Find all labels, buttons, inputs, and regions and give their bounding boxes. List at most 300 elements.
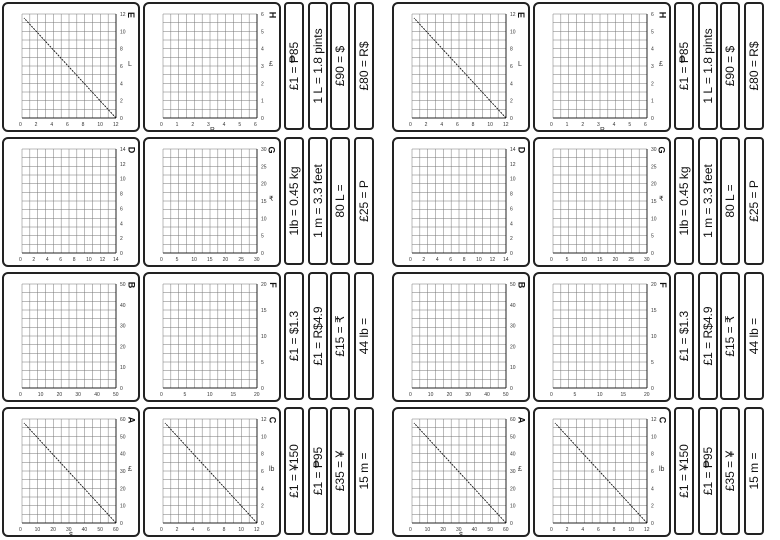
axis-tick-label: 1: [651, 98, 654, 105]
axis-label: lb: [659, 466, 665, 473]
axis-label: P: [600, 127, 605, 134]
axis-label: £: [518, 466, 522, 473]
conversion-card: [284, 272, 304, 400]
axis-tick-label: 30: [120, 323, 126, 330]
graph-a: [2, 407, 140, 537]
axis-tick-label: 3: [207, 122, 210, 128]
card-text: 44 lb =: [357, 317, 371, 355]
axis-tick-label: 0: [651, 521, 654, 527]
axis-tick-label: 6: [120, 64, 123, 70]
axis-tick-label: 25: [651, 164, 657, 171]
axis-tick-label: 0: [550, 122, 553, 128]
conversion-card: [698, 137, 718, 265]
conversion-card: [720, 137, 740, 265]
graph-c: [533, 407, 671, 537]
axis-tick-label: 0: [120, 386, 123, 392]
axis-tick-label: 14: [503, 257, 509, 263]
card-text: £15 = ₹: [723, 315, 737, 357]
axis-tick-label: 20: [50, 527, 56, 533]
conversion-card: [674, 407, 694, 535]
axis-tick-label: 2: [261, 81, 264, 88]
axis-tick-label: 50: [487, 527, 493, 533]
axis-tick-label: 6: [510, 64, 513, 70]
card-text: £25 = P: [357, 180, 371, 222]
axis-tick-label: 5: [565, 257, 569, 263]
axis-tick-label: 15: [261, 308, 267, 314]
axis-tick-label: 6: [261, 12, 264, 18]
axis-tick-label: 20: [644, 392, 650, 398]
graph-e: [392, 2, 530, 132]
axis-tick-label: 14: [113, 257, 119, 263]
axis-tick-label: 10: [510, 29, 516, 36]
card-text: 1lb = 0.45 kg: [287, 166, 301, 236]
graph-grid-f: [145, 274, 281, 402]
axis-tick-label: 0: [19, 392, 22, 398]
card-text: £1 = $1.3: [677, 310, 691, 362]
axis-tick-label: 2: [651, 503, 654, 510]
axis-tick-label: 40: [510, 302, 516, 309]
card-text: 1 L = 1.8 pints: [311, 28, 325, 104]
axis-tick-label: 12: [510, 161, 516, 168]
axis-tick-label: 40: [120, 302, 126, 309]
axis-tick-label: 2: [191, 122, 195, 128]
card-text: 15 m =: [357, 452, 371, 490]
card-text: £25 = P: [747, 180, 761, 222]
card-text: £1 = ₱85: [677, 41, 691, 91]
axis-tick-label: 6: [66, 122, 69, 128]
axis-label: £: [269, 61, 273, 68]
axis-tick-label: 5: [238, 122, 242, 128]
axis-tick-label: 6: [597, 527, 600, 533]
conversion-card: [698, 272, 718, 400]
axis-tick-label: 4: [651, 486, 654, 493]
axis-tick-label: 12: [261, 417, 267, 423]
graph-letter: F: [657, 282, 668, 288]
axis-tick-label: 0: [19, 257, 22, 263]
axis-tick-label: 0: [19, 527, 22, 533]
axis-tick-label: 10: [34, 527, 41, 533]
axis-tick-label: 10: [207, 392, 213, 398]
axis-tick-label: 2: [422, 257, 426, 263]
axis-tick-label: 40: [94, 392, 100, 398]
graph-letter: E: [515, 11, 526, 19]
graph-letter: A: [125, 416, 136, 424]
axis-tick-label: 0: [19, 122, 22, 128]
conversion-card: [308, 137, 328, 265]
axis-tick-label: 2: [34, 122, 38, 128]
axis-tick-label: 12: [510, 12, 516, 18]
axis-tick-label: 8: [120, 46, 123, 53]
graph-d: [2, 137, 140, 267]
conversion-card: [674, 2, 694, 130]
graph-grid-h: [145, 4, 281, 132]
axis-tick-label: 0: [261, 116, 264, 122]
axis-tick-label: 5: [573, 392, 577, 398]
axis-tick-label: 8: [462, 257, 466, 263]
graph-letter: D: [125, 146, 136, 154]
axis-tick-label: 50: [510, 282, 516, 288]
axis-tick-label: 4: [45, 257, 49, 263]
axis-tick-label: 0: [651, 251, 654, 257]
axis-tick-label: 10: [476, 257, 482, 263]
axis-tick-label: 15: [651, 308, 657, 314]
conversion-card: [720, 2, 740, 130]
axis-tick-label: 12: [113, 122, 119, 128]
card-text: £35 = ¥: [723, 450, 737, 492]
axis-tick-label: 6: [449, 257, 453, 263]
axis-tick-label: 25: [238, 257, 244, 263]
conversion-card: [284, 2, 304, 130]
axis-label: $: [459, 532, 463, 539]
axis-tick-label: 10: [487, 122, 493, 128]
graph-letter: H: [266, 11, 277, 19]
axis-tick-label: 30: [75, 392, 81, 398]
card-text: 1 m = 3.3 feet: [311, 164, 325, 238]
axis-tick-label: 50: [120, 434, 126, 441]
axis-tick-label: 10: [651, 434, 657, 441]
conversion-card: [744, 407, 764, 535]
axis-tick-label: 4: [50, 122, 54, 128]
graph-b: [2, 272, 140, 402]
axis-tick-label: 30: [644, 257, 650, 263]
axis-tick-label: 10: [510, 503, 516, 510]
graph-letter: B: [125, 281, 136, 289]
axis-tick-label: 10: [651, 334, 657, 340]
axis-tick-label: 4: [510, 81, 513, 88]
graph-b: [392, 272, 530, 402]
axis-tick-label: 0: [120, 116, 123, 122]
card-text: £15 = ₹: [333, 315, 347, 357]
graph-grid-h: [535, 4, 671, 132]
axis-tick-label: 40: [120, 451, 126, 458]
axis-tick-label: 50: [510, 434, 516, 441]
conversion-card: [308, 2, 328, 130]
axis-tick-label: 8: [471, 122, 475, 128]
axis-tick-label: 2: [175, 527, 179, 533]
axis-tick-label: 0: [510, 386, 513, 392]
axis-tick-label: 0: [160, 257, 163, 263]
graph-d: [392, 137, 530, 267]
axis-tick-label: 30: [120, 469, 126, 475]
graph-letter: G: [266, 146, 277, 154]
card-text: 80 L =: [333, 184, 347, 218]
graph-g: [143, 137, 281, 267]
axis-tick-label: 12: [503, 122, 509, 128]
axis-tick-label: 10: [597, 392, 603, 398]
axis-tick-label: 15: [261, 199, 267, 205]
axis-label: lb: [269, 466, 275, 473]
axis-tick-label: 6: [651, 469, 654, 475]
axis-tick-label: 8: [72, 257, 76, 263]
card-text: 44 lb =: [747, 317, 761, 355]
axis-tick-label: 2: [565, 527, 569, 533]
axis-tick-label: 4: [435, 257, 439, 263]
axis-tick-label: 20: [612, 257, 619, 263]
axis-tick-label: 30: [510, 323, 516, 330]
axis-tick-label: 10: [581, 257, 587, 263]
axis-tick-label: 0: [510, 251, 513, 257]
axis-tick-label: 10: [261, 334, 267, 340]
axis-tick-label: 2: [261, 503, 264, 510]
card-text: £1 = R$4.9: [311, 306, 325, 366]
axis-tick-label: 10: [120, 29, 126, 36]
axis-tick-label: 2: [424, 122, 428, 128]
axis-tick-label: 60: [120, 417, 126, 423]
axis-tick-label: 12: [489, 257, 496, 263]
axis-tick-label: 0: [120, 521, 123, 527]
conversion-card: [284, 137, 304, 265]
axis-tick-label: 0: [651, 116, 654, 122]
axis-tick-label: 6: [651, 12, 654, 18]
axis-tick-label: 0: [120, 251, 123, 257]
axis-tick-label: 10: [510, 365, 516, 372]
graph-grid-g: [145, 139, 281, 267]
axis-tick-label: 8: [651, 451, 654, 458]
axis-tick-label: 10: [120, 503, 126, 510]
conversion-card: [308, 407, 328, 535]
card-text: £1 = ₱85: [287, 41, 301, 91]
axis-tick-label: 4: [222, 122, 226, 128]
graph-a: [392, 407, 530, 537]
axis-tick-label: 4: [120, 81, 123, 88]
axis-tick-label: 30: [66, 527, 72, 533]
axis-tick-label: 25: [628, 257, 634, 263]
axis-tick-label: 10: [628, 527, 634, 533]
axis-tick-label: 1: [261, 98, 264, 105]
axis-tick-label: 2: [120, 98, 123, 105]
conversion-card: [744, 137, 764, 265]
axis-tick-label: 60: [113, 527, 119, 533]
graph-grid-f: [535, 274, 671, 402]
axis-tick-label: 12: [120, 12, 126, 18]
axis-tick-label: 15: [651, 199, 657, 205]
card-text: £1 = R$4.9: [701, 306, 715, 366]
axis-tick-label: 2: [120, 236, 123, 243]
axis-tick-label: 2: [651, 81, 654, 88]
axis-tick-label: 50: [113, 392, 119, 398]
conversion-card: [330, 272, 350, 400]
axis-tick-label: 5: [175, 257, 179, 263]
graph-c: [143, 407, 281, 537]
axis-tick-label: 10: [37, 392, 44, 398]
axis-tick-label: 5: [651, 233, 654, 240]
axis-tick-label: 6: [207, 527, 210, 533]
axis-tick-label: 20: [56, 392, 63, 398]
axis-tick-label: 4: [581, 527, 585, 533]
axis-tick-label: 0: [510, 521, 513, 527]
graph-letter: D: [515, 146, 526, 154]
axis-tick-label: 14: [510, 147, 516, 153]
axis-tick-label: 12: [651, 417, 657, 423]
conversion-card: [744, 2, 764, 130]
axis-tick-label: 5: [651, 29, 654, 36]
axis-tick-label: 12: [99, 257, 106, 263]
card-text: £1 = ₱95: [311, 446, 325, 496]
graph-letter: G: [656, 146, 667, 154]
axis-label: L: [128, 61, 132, 68]
graph-f: [533, 272, 671, 402]
axis-tick-label: 10: [427, 392, 434, 398]
axis-tick-label: 6: [59, 257, 63, 263]
card-text: £90 = $: [723, 45, 737, 87]
conversion-card: [354, 272, 374, 400]
axis-tick-label: 0: [550, 392, 553, 398]
axis-tick-label: 1: [565, 122, 569, 128]
graph-letter: B: [515, 281, 526, 289]
axis-tick-label: 14: [120, 147, 126, 153]
axis-tick-label: 0: [550, 527, 553, 533]
axis-tick-label: 8: [510, 191, 513, 198]
axis-tick-label: 0: [261, 386, 264, 392]
axis-tick-label: 20: [440, 527, 446, 533]
axis-tick-label: 30: [465, 392, 471, 398]
card-text: £80 = R$: [747, 41, 761, 91]
axis-tick-label: 10: [97, 122, 103, 128]
graph-letter: A: [515, 416, 526, 424]
axis-tick-label: 3: [651, 64, 654, 70]
axis-tick-label: 4: [261, 46, 264, 53]
conversion-card: [284, 407, 304, 535]
axis-tick-label: 6: [510, 206, 513, 213]
conversion-card: [354, 2, 374, 130]
card-text: 15 m =: [747, 452, 761, 490]
graph-grid-e: [4, 4, 140, 132]
axis-tick-label: 20: [510, 486, 516, 493]
axis-tick-label: 20: [120, 486, 126, 493]
axis-label: ₹: [659, 196, 664, 203]
axis-tick-label: 10: [261, 216, 267, 223]
axis-tick-label: 10: [120, 176, 126, 183]
graph-letter: E: [125, 11, 136, 19]
conversion-card: [698, 2, 718, 130]
axis-tick-label: 50: [503, 392, 509, 398]
axis-tick-label: 4: [440, 122, 444, 128]
card-text: £1 = ¥150: [677, 444, 691, 498]
graph-grid-b: [4, 274, 140, 402]
axis-tick-label: 20: [446, 392, 453, 398]
axis-tick-label: 20: [651, 181, 657, 188]
graph-letter: C: [266, 416, 277, 424]
graph-grid-d: [394, 139, 530, 267]
card-text: 1lb = 0.45 kg: [677, 166, 691, 236]
axis-tick-label: 20: [261, 181, 267, 188]
axis-tick-label: 20: [261, 282, 267, 288]
conversion-card: [674, 272, 694, 400]
conversion-card: [354, 137, 374, 265]
conversion-card: [720, 407, 740, 535]
axis-tick-label: 60: [503, 527, 509, 533]
axis-tick-label: 30: [456, 527, 462, 533]
conversion-card: [674, 137, 694, 265]
axis-tick-label: 2: [581, 122, 585, 128]
axis-tick-label: 30: [651, 147, 657, 153]
axis-tick-label: 5: [183, 392, 187, 398]
axis-tick-label: 12: [120, 161, 126, 168]
axis-tick-label: 6: [644, 122, 647, 128]
graph-grid-b: [394, 274, 530, 402]
axis-tick-label: 10: [261, 434, 267, 441]
graph-g: [533, 137, 671, 267]
axis-tick-label: 60: [510, 417, 516, 423]
graph-grid-d: [4, 139, 140, 267]
card-text: £1 = ¥150: [287, 444, 301, 498]
axis-tick-label: 10: [424, 527, 431, 533]
axis-tick-label: 4: [191, 527, 195, 533]
axis-tick-label: 15: [230, 392, 237, 398]
graph-grid-e: [394, 4, 530, 132]
axis-label: P: [210, 127, 215, 134]
graph-grid-a: [4, 409, 140, 537]
axis-tick-label: 0: [160, 392, 163, 398]
axis-tick-label: 8: [222, 527, 226, 533]
axis-tick-label: 0: [160, 122, 163, 128]
axis-tick-label: 0: [510, 116, 513, 122]
card-text: £1 = ₱95: [701, 446, 715, 496]
card-text: 80 L =: [723, 184, 737, 218]
axis-tick-label: 3: [597, 122, 600, 128]
axis-tick-label: 6: [120, 206, 123, 213]
axis-tick-label: 4: [261, 486, 264, 493]
axis-tick-label: 8: [510, 46, 513, 53]
graph-grid-c: [145, 409, 281, 537]
axis-tick-label: 0: [651, 386, 654, 392]
axis-tick-label: 8: [261, 451, 264, 458]
card-text: £1 = $1.3: [287, 310, 301, 362]
axis-tick-label: 12: [254, 527, 260, 533]
axis-tick-label: 8: [612, 527, 616, 533]
axis-tick-label: 4: [120, 221, 123, 228]
conversion-card: [308, 272, 328, 400]
graph-f: [143, 272, 281, 402]
axis-tick-label: 20: [254, 392, 260, 398]
axis-tick-label: 0: [409, 392, 412, 398]
axis-tick-label: 0: [550, 257, 553, 263]
axis-tick-label: 30: [261, 147, 267, 153]
axis-tick-label: 20: [222, 257, 229, 263]
card-text: £80 = R$: [357, 41, 371, 91]
axis-tick-label: 5: [651, 360, 654, 366]
axis-tick-label: 5: [261, 29, 264, 36]
axis-tick-label: 20: [651, 282, 657, 288]
axis-tick-label: 15: [597, 257, 603, 263]
axis-tick-label: 40: [81, 527, 88, 533]
axis-tick-label: 6: [261, 469, 264, 475]
axis-tick-label: 0: [409, 122, 412, 128]
axis-tick-label: 2: [510, 236, 513, 243]
axis-tick-label: 10: [238, 527, 244, 533]
graph-h: [143, 2, 281, 132]
axis-tick-label: 4: [510, 221, 513, 228]
axis-tick-label: 6: [254, 122, 257, 128]
conversion-card: [698, 407, 718, 535]
axis-tick-label: 8: [81, 122, 85, 128]
axis-tick-label: 10: [120, 365, 126, 372]
axis-tick-label: 4: [612, 122, 616, 128]
axis-tick-label: 15: [207, 257, 213, 263]
graph-e: [2, 2, 140, 132]
axis-tick-label: 25: [261, 164, 267, 171]
graph-grid-g: [535, 139, 671, 267]
axis-tick-label: 10: [510, 176, 516, 183]
axis-label: L: [518, 61, 522, 68]
axis-tick-label: 30: [254, 257, 260, 263]
card-text: £90 = $: [333, 45, 347, 87]
axis-tick-label: 10: [191, 257, 197, 263]
card-text: 1 m = 3.3 feet: [701, 164, 715, 238]
axis-tick-label: 10: [651, 216, 657, 223]
axis-tick-label: 3: [261, 64, 264, 70]
conversion-card: [354, 407, 374, 535]
